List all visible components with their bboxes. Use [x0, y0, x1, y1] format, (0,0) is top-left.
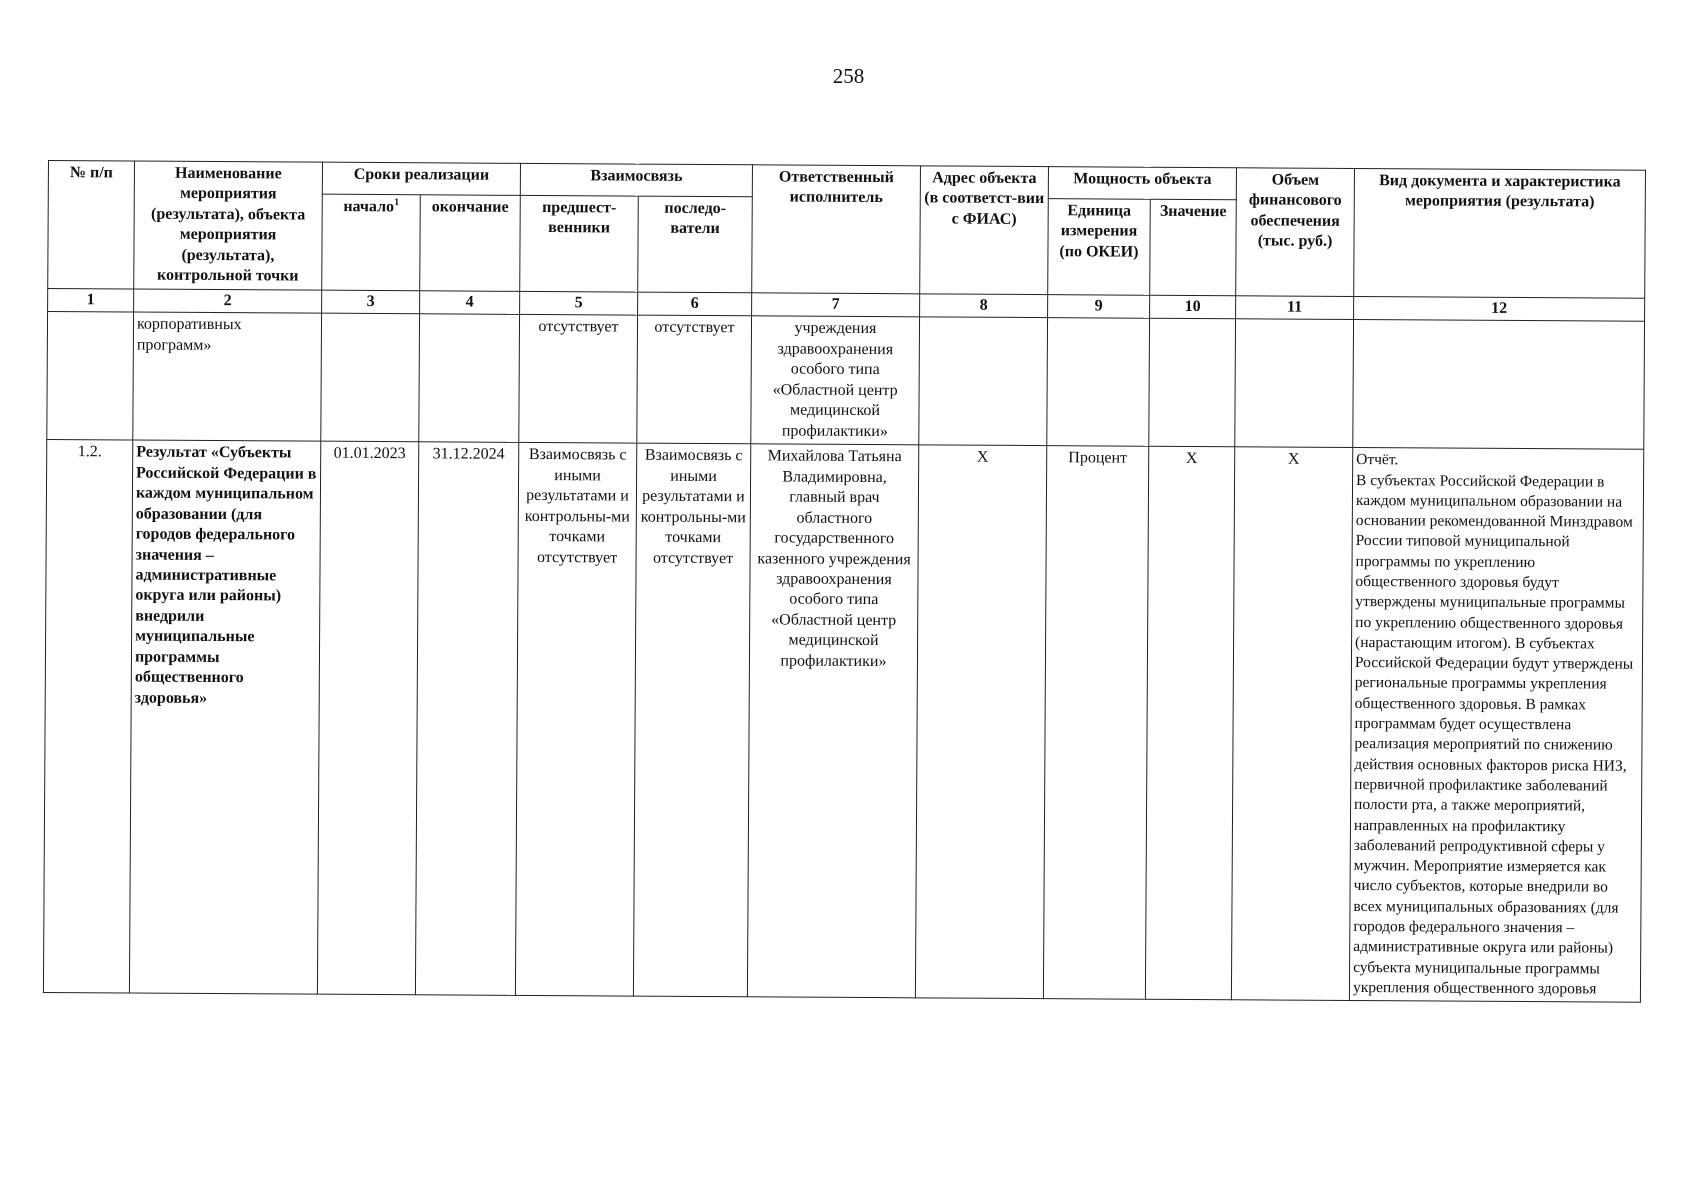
- header-start: [322, 194, 421, 291]
- cell-funding: [1235, 319, 1354, 448]
- header-funding: Объем финансового обеспечения (тыс. руб.): [1236, 168, 1355, 297]
- cell-value: [1149, 318, 1236, 447]
- column-number: 1: [48, 288, 134, 312]
- column-number: 3: [322, 290, 420, 314]
- cell-start: [321, 313, 420, 442]
- header-start-footnote: 1: [394, 196, 400, 208]
- column-number: 12: [1354, 296, 1645, 321]
- cell-name: корпоративных программ»: [133, 312, 322, 441]
- header-responsible: Ответственный исполнитель: [752, 165, 921, 294]
- column-number: 8: [920, 294, 1048, 318]
- column-number: 11: [1236, 296, 1354, 320]
- column-number: 2: [134, 289, 322, 314]
- column-number: 7: [752, 293, 920, 317]
- cell-doc: [1353, 320, 1645, 450]
- header-predecessors: предшест-венники: [520, 195, 639, 292]
- cell-unit: [1047, 318, 1150, 447]
- header-address: Адрес объекта (в соответст-вии с ФИАС): [920, 166, 1049, 295]
- table-row: [47, 312, 1645, 450]
- cell-predecessors: Взаимосвязь с иными результатами и контрольны-ми точками отсутствует: [515, 443, 636, 997]
- cell-value: Х: [1145, 446, 1234, 1000]
- header-end: окончание: [420, 195, 521, 292]
- header-relation: Взаимосвязь: [520, 163, 752, 196]
- header-successors: последо-ватели: [638, 196, 753, 293]
- table-row: [43, 440, 1643, 1003]
- cell-address: [919, 317, 1048, 446]
- column-number: 9: [1048, 294, 1150, 318]
- cell-predecessors: отсутствует: [519, 315, 638, 444]
- header-unit: Единица измерения (по ОКЕИ): [1048, 198, 1151, 295]
- cell-end: [419, 314, 520, 443]
- cell-successors: Взаимосвязь с иными результатами и контрольны-ми точками отсутствует: [633, 443, 750, 997]
- cell-num: 1.2.: [43, 440, 132, 994]
- cell-name: Результат «Субъекты Российской Федерации в каждом муниципальном образовании (для городов федерального значения – административные округа или районы) внедрили муниципальные программы общественного здоровья»: [129, 440, 320, 994]
- cell-end: 31.12.2024: [415, 442, 518, 996]
- header-start-label: начало: [343, 197, 395, 216]
- header-row-1: [48, 161, 1645, 203]
- column-number: 5: [520, 291, 638, 315]
- cell-start: 01.01.2023: [317, 441, 418, 995]
- header-num: № п/п: [48, 161, 135, 289]
- column-number: 4: [420, 291, 520, 315]
- activities-table: [43, 160, 1646, 1003]
- cell-unit: Процент: [1043, 446, 1148, 1000]
- column-number: 6: [638, 292, 752, 316]
- page-number: 258: [832, 64, 865, 88]
- header-name: Наименование мероприятия (результата), объекта мероприятия (результата), контрольной точки: [134, 161, 323, 290]
- header-doc-type: Вид документа и характеристика мероприятия (результата): [1354, 168, 1646, 298]
- cell-funding: Х: [1231, 447, 1352, 1001]
- column-number: 10: [1150, 295, 1236, 319]
- header-value: Значение: [1150, 199, 1237, 296]
- cell-responsible: Михайлова Татьяна Владимировна, главный врач областного государственного казенного учреждения здравоохранения особого типа «Областной центр медицинской профилактики»: [747, 444, 918, 998]
- cell-address: Х: [915, 445, 1046, 999]
- cell-successors: отсутствует: [637, 315, 752, 444]
- header-capacity: Мощность объекта: [1048, 167, 1236, 200]
- header-terms: Сроки реализации: [322, 162, 520, 195]
- cell-num: [47, 312, 134, 441]
- cell-responsible: учреждения здравоохранения особого типа «Областной центр медицинской профилактики»: [751, 316, 920, 445]
- cell-doc: Отчёт. В субъектах Российской Федерации в каждом муниципальном образовании на основании рекомендованной Минздравом России типовой муниципальной программы по укреплению общественного здоровья будут утверждены муниципальные программы по укреплению общественного здоровья (нарастающим итогом). В субъектах Российской Федерации будут утверждены региональные программы укрепления общественного здоровья. В рамках программам будет осуществлена реализация мероприятий по снижению действия основных факторов риска НИЗ, первичной профилактике заболеваний полости рта, а также мероприятий, направленных на профилактику заболеваний репродуктивной сферы у мужчин. Мероприятие измеряется как число субъектов, которые внедрили во всех муниципальных образованиях (для городов федерального значения – административные округа или районы) субъекта муниципальные программы укрепления общественного здоровья: [1349, 448, 1643, 1003]
